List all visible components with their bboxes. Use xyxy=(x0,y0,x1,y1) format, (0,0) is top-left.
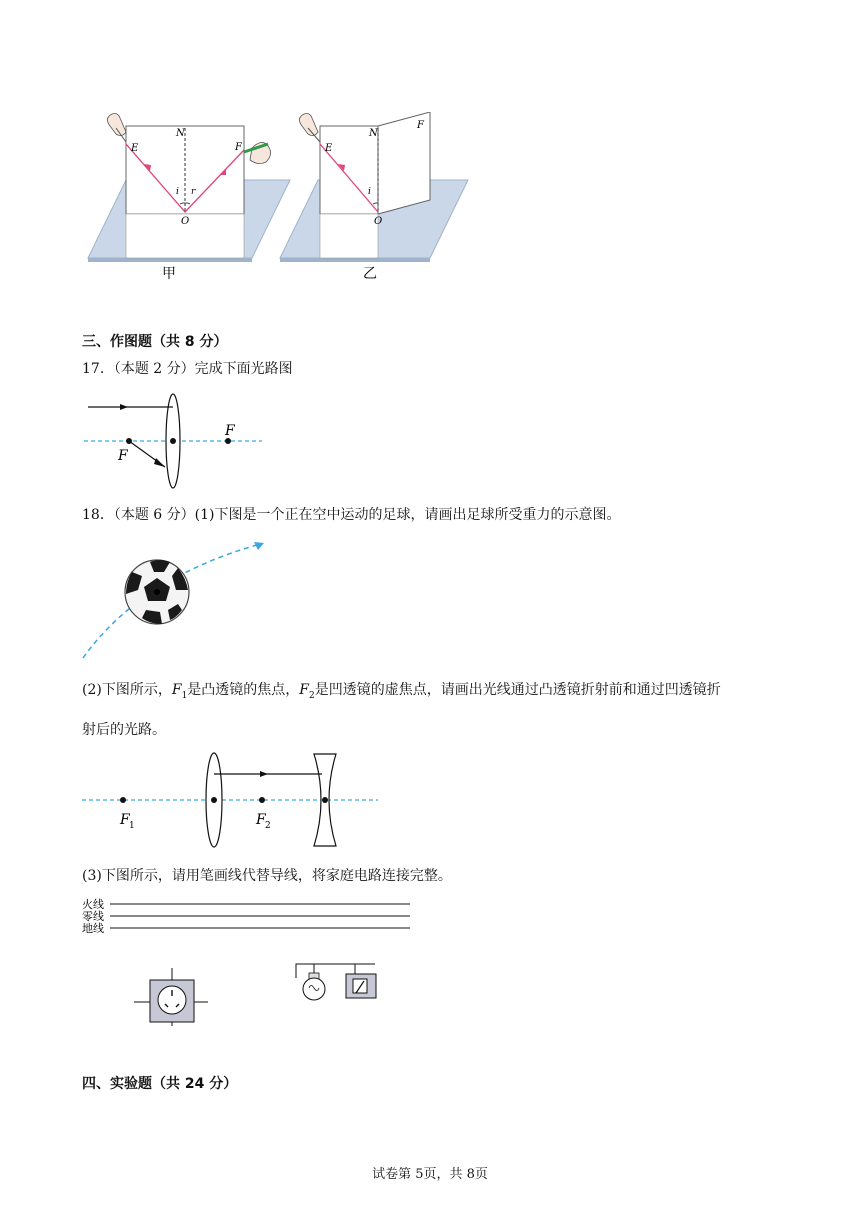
page-footer: 试卷第 5页，共 8页 xyxy=(372,1167,488,1182)
question-18-text: 18．（本题 6 分）(1)下图是一个正在空中运动的足球，请画出足球所受重力的示意图。 xyxy=(82,507,621,523)
label-F-yi: F xyxy=(417,120,424,131)
label-O-jia: O xyxy=(181,216,190,227)
wire-ground-label: 地线 xyxy=(82,922,104,935)
caption-jia: 甲 xyxy=(162,266,176,282)
hand-left-jia-icon xyxy=(107,114,126,143)
label-F-left: F xyxy=(118,448,128,464)
section-4-title: 四、实验题（共 24 分） xyxy=(82,1076,238,1092)
socket-icon xyxy=(134,968,208,1026)
hand-left-yi-icon xyxy=(299,114,320,143)
question-18-part2-line2: 射后的光路。 xyxy=(82,722,166,738)
label-i-yi: i xyxy=(368,187,371,197)
question-18-part3: (3)下图所示，请用笔画线代替导线，将家庭电路连接完整。 xyxy=(82,868,452,884)
label-F-jia: F xyxy=(235,142,242,153)
switch-icon xyxy=(346,964,376,998)
label-F2-sub: 2 xyxy=(265,821,271,831)
caption-yi: 乙 xyxy=(363,266,377,282)
part2-text-b: 是凸透镜的焦点， xyxy=(187,682,300,698)
question-17-text: 17．（本题 2 分）完成下面光路图 xyxy=(82,361,293,377)
football-figure xyxy=(80,538,280,663)
label-O-yi: O xyxy=(374,216,383,227)
reflection-experiment-figure xyxy=(80,112,480,287)
part2-text-c: 是凹透镜的虚焦点，请画出光线通过凸透镜折射前和通过凹透镜折 xyxy=(314,682,721,698)
label-E-jia: E xyxy=(131,143,139,154)
hand-right-jia-icon xyxy=(244,142,271,163)
question-18-part2-line1 xyxy=(82,680,721,706)
label-r-jia: r xyxy=(191,187,196,197)
label-F1-sub: 1 xyxy=(129,821,135,831)
label-i-jia: i xyxy=(176,187,179,197)
section-3-title: 三、作图题（共 8 分） xyxy=(82,334,228,350)
label-F1: F xyxy=(120,812,130,828)
part2-F2-sub: 2 xyxy=(309,690,315,701)
part2-F1-sub: 1 xyxy=(181,690,188,701)
part2-F1: F xyxy=(171,682,182,698)
part2-text-a: (2)下图所示， xyxy=(82,682,172,698)
part2-F2: F xyxy=(299,682,310,698)
wire-live-label: 火线 xyxy=(82,898,104,911)
q17-lens-figure xyxy=(84,392,274,492)
label-N-yi: N xyxy=(369,128,378,139)
household-circuit-figure xyxy=(80,896,420,1031)
label-F2: F xyxy=(256,812,266,828)
label-N-jia: N xyxy=(176,128,185,139)
convex-concave-lens-figure xyxy=(82,752,382,852)
label-E-yi: E xyxy=(325,143,333,154)
lamp-icon xyxy=(296,964,325,1000)
label-F-right: F xyxy=(225,423,235,439)
wire-neutral-label: 零线 xyxy=(82,910,104,923)
